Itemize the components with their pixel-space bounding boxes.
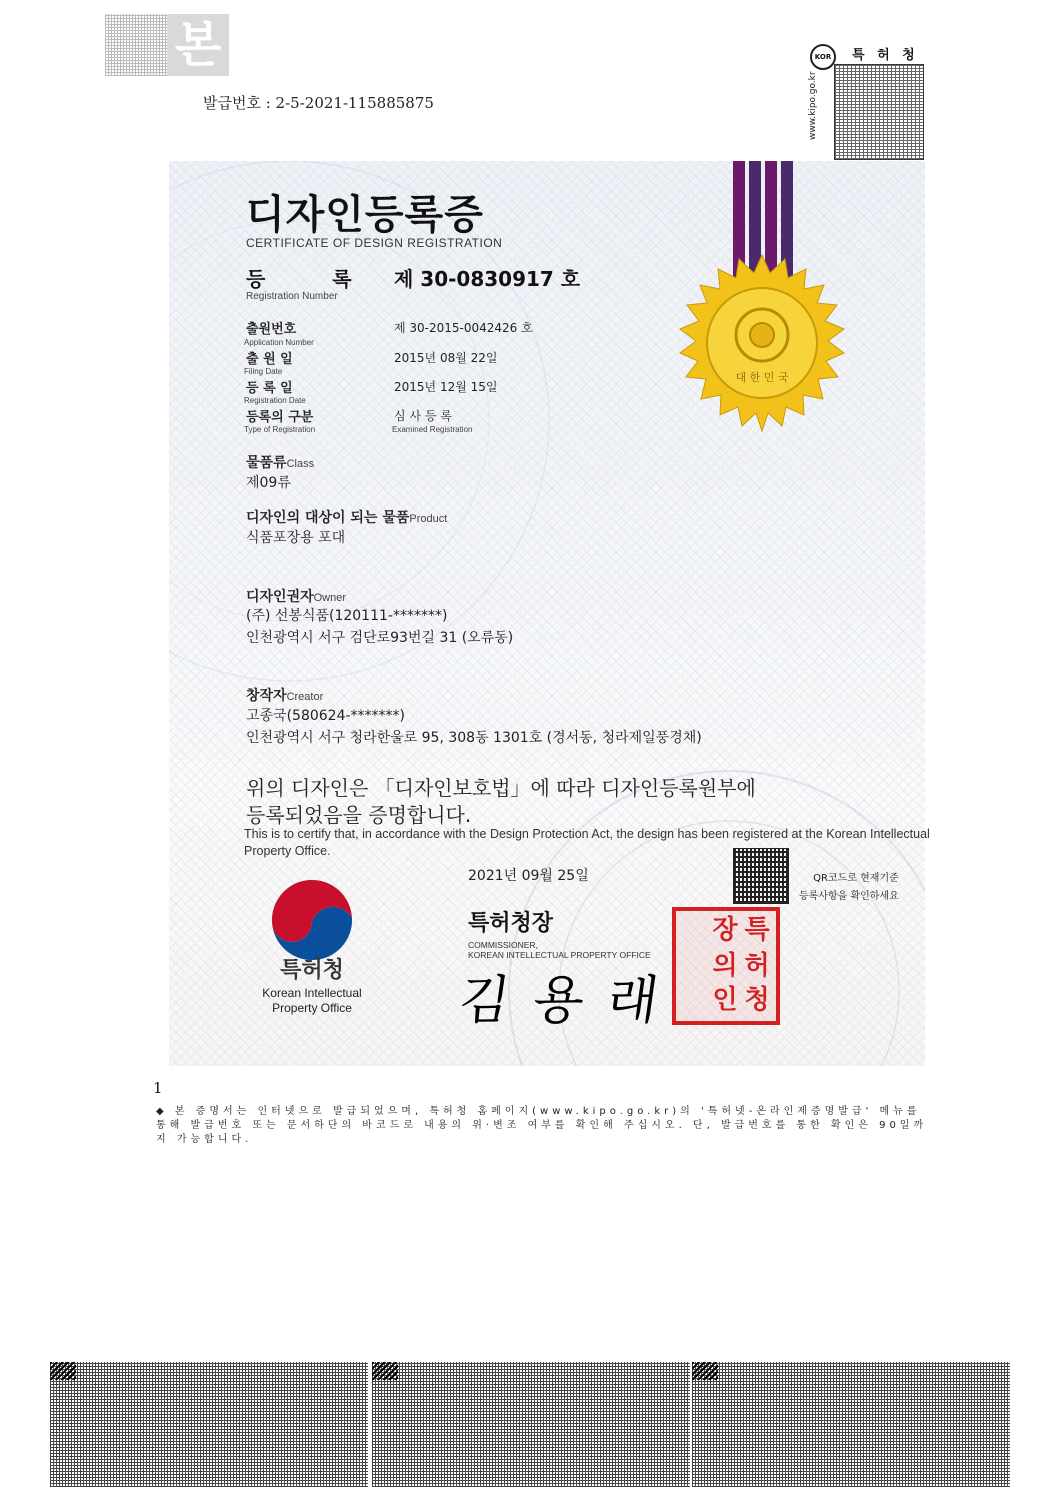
field-label-application: 출원번호 [246, 322, 297, 337]
kipo-logo-name: 특허청 [280, 958, 344, 983]
certification-statement-en: This is to certify that, in accordance with the Design Protection Act, the design has been registered at the Korean Intellectual Property Office. [244, 827, 930, 858]
owner-name: (주) 선봉식품(120111-*******) [246, 608, 448, 624]
qr-note: QR코드로 현재기준 등록사항을 확인하세요 [799, 873, 899, 902]
field-value-filing: 2015년 08월 22일 [394, 351, 498, 365]
commissioner-signature: 김용래 [455, 971, 687, 1031]
commissioner-title-en: COMMISSIONER, KOREAN INTELLECTUAL PROPERTY OFFICE [468, 940, 651, 960]
stamp-pattern [105, 14, 167, 76]
field-sub-filing: Filing Date [244, 367, 283, 376]
kipo-logo-english: Korean Intellectual Property Office [262, 986, 362, 1015]
class-label: 물품류Class [246, 455, 315, 471]
registration-sub: Registration Number [246, 291, 338, 302]
footnote: ◆ 본 증명서는 인터넷으로 발급되었으며, 특허청 홈페이지(www.kipo.go.kr)의 '특허넷-온라인제증명발급' 메뉴를 통해 발급번호 또는 문서하단의 바코드로 내용의 위·변조 여부를 확인해 주십시오. 단, 발급번호를 통한 확인은 90일까지 가능합니다. [156, 1106, 928, 1145]
official-red-seal: 특 허 청 장 의 인 [672, 907, 780, 1025]
certificate-subtitle: CERTIFICATE OF DESIGN REGISTRATION [246, 236, 503, 250]
field-sub-type: Type of Registration [244, 425, 316, 434]
kipo-label: 특 허 청 [852, 48, 919, 63]
page-number: 1 [153, 1079, 163, 1097]
field-label-type: 등록의 구분 [246, 410, 314, 425]
commissioner-title: 특허청장 [468, 911, 554, 936]
field-value-registration-date: 2015년 12월 15일 [394, 380, 498, 394]
field-sub-application: Application Number [244, 338, 314, 347]
product-label: 디자인의 대상이 되는 물품Product [246, 510, 448, 526]
class-value: 제09류 [246, 475, 291, 491]
field-label-filing: 출 원 일 [246, 352, 293, 367]
kor-badge-icon: KOR [810, 44, 836, 70]
product-value: 식품포장용 포대 [246, 530, 346, 546]
certification-statement: 위의 디자인은 「디자인보호법」에 따라 디자인등록원부에 등록되었음을 증명합니다. [246, 776, 756, 827]
verification-qr-code [733, 848, 789, 904]
document-barcode [372, 1362, 690, 1487]
field-label-registration-date: 등 록 일 [246, 381, 293, 396]
registration-number: 제 30-0830917 호 [394, 267, 581, 291]
kipo-qr-code [834, 64, 924, 160]
document-barcode [692, 1362, 1010, 1487]
field-value-application: 제 30-2015-0042426 호 [394, 321, 533, 335]
owner-address: 인천광역시 서구 검단로93번길 31 (오류동) [246, 630, 514, 646]
field-value-sub-type: Examined Registration [392, 425, 473, 434]
field-value-type: 심 사 등 록 [394, 409, 452, 423]
kipo-verification-block [808, 44, 922, 158]
stamp-char: 본 [167, 14, 229, 76]
creator-label: 창작자Creator [246, 688, 324, 704]
gold-medal-seal [672, 253, 852, 433]
issue-number: 발급번호 : 2-5-2021-115885875 [203, 94, 434, 112]
creator-address: 인천광역시 서구 청라한울로 95, 308동 1301호 (경서동, 청라제일풍경채) [246, 730, 702, 746]
creator-name: 고종국(580624-*******) [246, 708, 405, 724]
owner-label: 디자인권자Owner [246, 589, 347, 605]
field-sub-registration-date: Registration Date [244, 396, 306, 405]
kipo-url: www.kipo.go.kr [808, 71, 818, 141]
issue-date: 2021년 09월 25일 [468, 868, 589, 884]
copy-stamp [105, 14, 229, 76]
certificate-title: 디자인등록증 [246, 192, 484, 238]
medal-text: 대 한 민 국 [735, 371, 789, 384]
document-barcode [50, 1362, 368, 1487]
registration-label: 등 록 [246, 267, 382, 291]
